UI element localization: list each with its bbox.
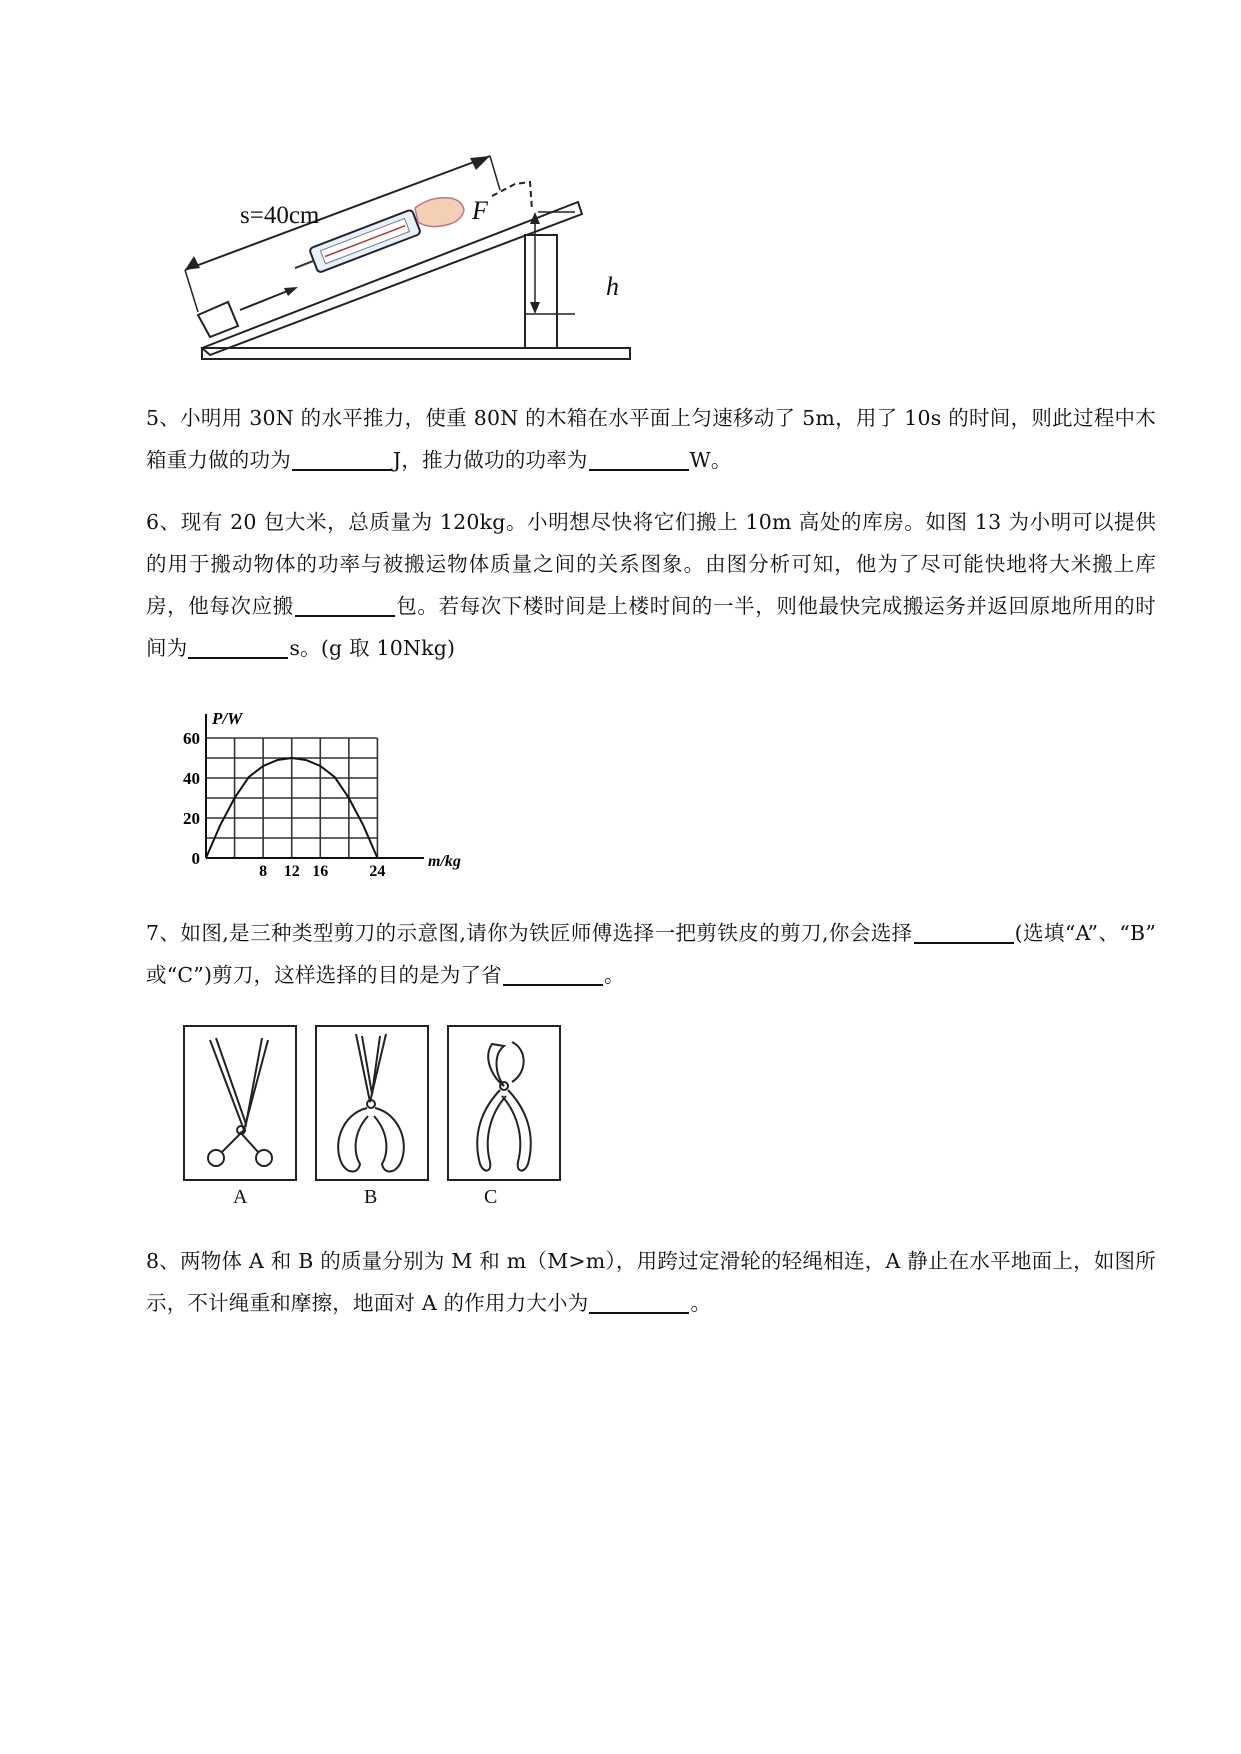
- question-6-text-3: s。(g 取 10Nkg): [289, 636, 456, 660]
- scissors-label-c: C: [484, 1186, 498, 1208]
- y-tick-label: 60: [183, 729, 200, 748]
- distance-label: s=40cm: [240, 202, 320, 229]
- question-7-text-3: 。: [603, 963, 625, 987]
- question-6-text-2: 包。若每次下楼时间是上楼时间的一半，则他最快完成搬运务并返回原地所用的时间为: [146, 594, 1156, 660]
- answer-blank-6a[interactable]: [295, 591, 395, 617]
- y-axis-label: P/W: [212, 709, 243, 728]
- scissors-label-a: A: [233, 1186, 248, 1208]
- answer-blank-8[interactable]: [589, 1288, 689, 1314]
- answer-blank-5b[interactable]: [589, 445, 689, 471]
- question-5: [146, 397, 1156, 481]
- x-tick-label: 8: [259, 863, 268, 880]
- scissors-a-icon: [208, 1038, 272, 1166]
- answer-blank-6b[interactable]: [188, 633, 288, 659]
- answer-blank-5a[interactable]: [292, 445, 392, 471]
- question-8: [146, 1240, 1156, 1324]
- scissors-label-b: B: [364, 1186, 378, 1208]
- answer-blank-7b[interactable]: [503, 960, 603, 986]
- power-mass-chart: [176, 708, 461, 880]
- height-label: h: [606, 272, 619, 301]
- incline-figure: [180, 150, 650, 365]
- question-5-text-3: W。: [689, 448, 732, 472]
- x-tick-label: 24: [369, 863, 386, 880]
- force-label: F: [472, 196, 488, 225]
- question-5-text-2: J，推力做功的功率为: [392, 448, 588, 472]
- scissors-b-frame: [316, 1026, 428, 1180]
- question-6: [146, 501, 1156, 669]
- question-8-text-2: 。: [690, 1291, 712, 1315]
- y-tick-label: 20: [183, 809, 200, 828]
- answer-blank-7a[interactable]: [914, 918, 1014, 944]
- question-6-text-1: 6、现有 20 包大米，总质量为 120kg。小明想尽快将它们搬上 10m 高处的库房。如图 13 为小明可以提供的用于搬动物体的功率与被搬运物体质量之间的关系图象。由图分析可知，他为了尽可能快地将大米搬上库房，他每次应搬: [146, 510, 1156, 618]
- y-tick-label: 40: [183, 769, 200, 788]
- scissors-a-frame: [184, 1026, 296, 1180]
- x-tick-label: 16: [312, 863, 329, 880]
- scissors-c-frame: [448, 1026, 560, 1180]
- question-7-text-1: 7、如图,是三种类型剪刀的示意图,请你为铁匠师傅选择一把剪铁皮的剪刀,你会选择: [146, 921, 913, 945]
- question-5-text-1: 5、小明用 30N 的水平推力，使重 80N 的木箱在水平面上匀速移动了 5m，用了 10s 的时间，则此过程中木箱重力做的功为: [146, 406, 1156, 472]
- question-7-text-2: (选填“A”、“B” 或“C”)剪刀，这样选择的目的是为了省: [146, 921, 1157, 987]
- question-7: [146, 912, 1156, 996]
- y-tick-label: 0: [191, 849, 200, 868]
- x-tick-label: 12: [283, 863, 300, 880]
- x-axis-label: m/kg: [428, 853, 461, 870]
- scissors-c-icon: [477, 1042, 531, 1171]
- question-8-text-1: 8、两物体 A 和 B 的质量分别为 M 和 m（M>m），用跨过定滑轮的轻绳相连，A 静止在水平地面上，如图所示，不计绳重和摩擦，地面对 A 的作用力大小为: [146, 1249, 1156, 1315]
- scissors-b-icon: [338, 1034, 404, 1172]
